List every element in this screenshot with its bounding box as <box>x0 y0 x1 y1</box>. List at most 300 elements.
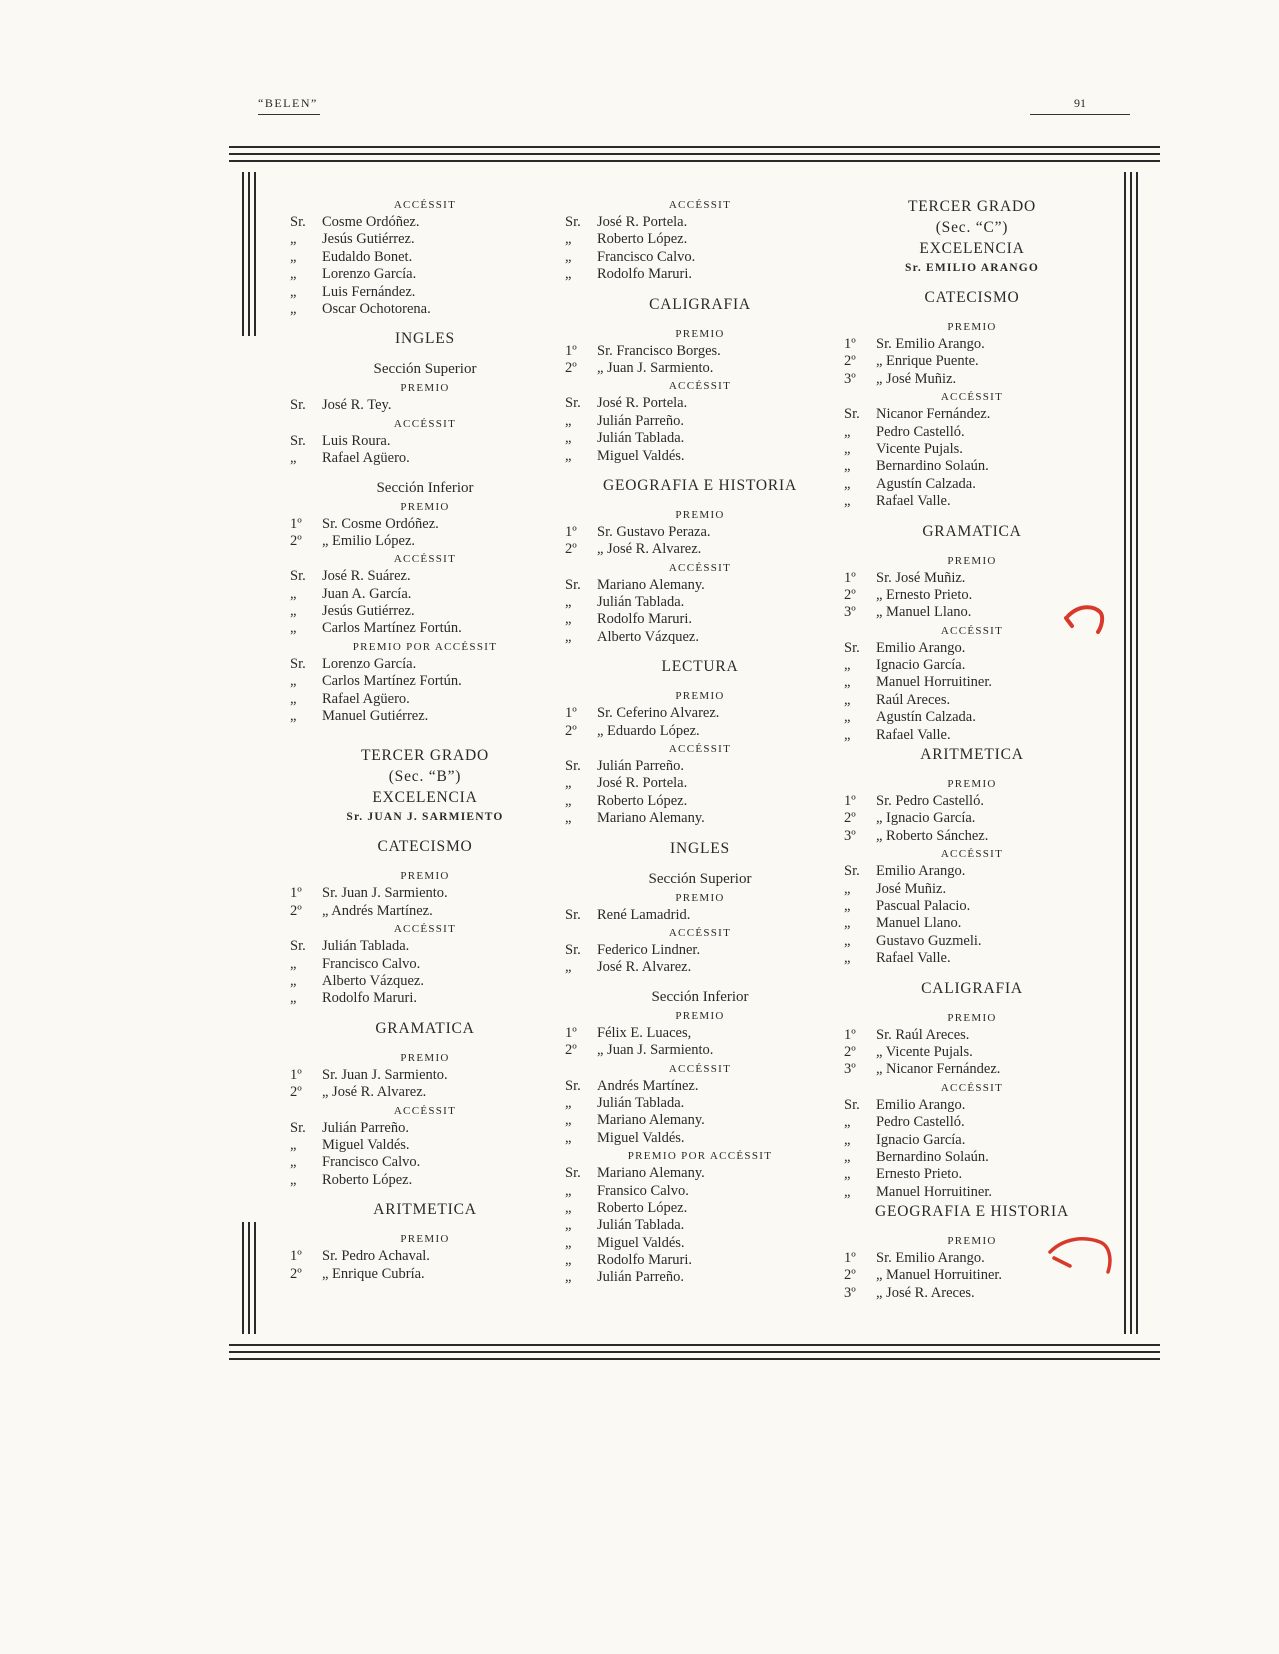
section-heading: GEOGRAFIA E HISTORIA <box>875 1203 1069 1221</box>
entry-prefix: „ <box>290 1171 297 1188</box>
entry-name: Emilio Arango. <box>876 1096 966 1113</box>
entry-name: Raúl Areces. <box>876 691 951 708</box>
award-entry <box>565 810 835 827</box>
entry-prefix: Sr. <box>290 1119 306 1136</box>
award-entry <box>565 413 835 430</box>
entry-prefix: Sr. <box>290 397 306 414</box>
award-entry <box>844 1285 1100 1302</box>
award-entry <box>565 594 835 611</box>
entry-name: Miguel Valdés. <box>597 447 685 464</box>
award-label: PREMIO <box>400 1233 450 1246</box>
award-entry <box>565 907 835 924</box>
entry-prefix: „ <box>565 1182 572 1199</box>
entry-prefix: „ <box>844 1114 851 1131</box>
award-entry <box>844 1044 1100 1061</box>
award-entry <box>565 360 835 377</box>
entry-name: Bernardino Solaún. <box>876 1148 989 1165</box>
entry-prefix: 1º <box>565 705 577 722</box>
award-label: PREMIO <box>400 1051 450 1064</box>
frame-left-rule <box>242 172 244 336</box>
entry-name: Francisco Calvo. <box>322 1154 421 1171</box>
award-entry <box>565 959 835 976</box>
entry-prefix: „ <box>565 231 572 248</box>
column-middle <box>565 196 835 1287</box>
entry-name: „ Nicanor Fernández. <box>876 1061 1001 1078</box>
entry-prefix: 2º <box>565 359 577 376</box>
award-entry <box>565 705 835 722</box>
entry-prefix: Sr. <box>290 655 306 672</box>
spacer <box>565 977 835 987</box>
entry-name: „ Emilio López. <box>322 532 416 549</box>
award-entry <box>290 656 560 673</box>
award-entry <box>844 441 1100 458</box>
entry-name: Francisco Calvo. <box>322 955 421 972</box>
entry-name: Sr. Francisco Borges. <box>597 342 721 359</box>
entry-name: Rafael Valle. <box>876 950 951 967</box>
entry-prefix: „ <box>844 657 851 674</box>
entry-prefix: „ <box>290 1154 297 1171</box>
entry-prefix: 2º <box>565 1042 577 1059</box>
page-number: 91 <box>1030 96 1130 115</box>
entry-name: Agustín Calzada. <box>876 475 976 492</box>
entry-prefix: 1º <box>844 1026 856 1043</box>
entry-prefix: „ <box>565 611 572 628</box>
award-label: ACCÉSSIT <box>668 926 732 939</box>
entry-prefix: 2º <box>290 1265 302 1282</box>
entry-prefix: „ <box>290 283 297 300</box>
award-label: PREMIO <box>947 1011 997 1024</box>
entry-name: Sr. Pedro Achaval. <box>322 1248 430 1265</box>
spacer <box>844 999 1100 1009</box>
award-entry <box>565 611 835 628</box>
spacer <box>290 725 560 745</box>
award-entry <box>844 950 1100 967</box>
entry-name: Rodolfo Maruri. <box>597 1252 693 1269</box>
spacer <box>290 318 560 328</box>
entry-name: Manuel Llano. <box>876 915 962 932</box>
entry-prefix: „ <box>565 1252 572 1269</box>
entry-prefix: Sr. <box>565 906 581 923</box>
section-heading: LECTURA <box>661 658 739 676</box>
entry-name: Sr. Emilio Arango. <box>876 336 985 352</box>
award-label: ACCÉSSIT <box>668 380 732 393</box>
award-entry <box>844 674 1100 691</box>
entry-prefix: Sr. <box>290 938 306 955</box>
award-entry <box>844 493 1100 510</box>
entry-name: Sr. Gustavo Peraza. <box>597 523 711 540</box>
entry-name: „ Vicente Pujals. <box>876 1043 973 1060</box>
award-label: PREMIO <box>947 321 997 333</box>
entry-prefix: „ <box>844 458 851 475</box>
entry-name: Francisco Calvo. <box>597 248 696 265</box>
spacer <box>565 646 835 656</box>
entry-prefix: 2º <box>565 541 577 558</box>
entry-name: Pascual Palacio. <box>876 897 971 914</box>
award-entry <box>290 450 560 467</box>
award-entry <box>844 692 1100 709</box>
entry-prefix: „ <box>565 594 572 611</box>
entry-prefix: „ <box>290 450 297 467</box>
entry-name: José R. Suárez. <box>322 568 411 585</box>
entry-name: Julián Parreño. <box>322 1119 409 1136</box>
award-entry <box>844 371 1100 388</box>
entry-name: Alberto Vázquez. <box>322 972 424 989</box>
entry-prefix: Sr. <box>844 639 860 656</box>
award-entry <box>844 1061 1100 1078</box>
entry-prefix: „ <box>565 266 572 283</box>
entry-name: „ Roberto Sánchez. <box>876 827 989 844</box>
entry-prefix: „ <box>844 1166 851 1183</box>
award-entry <box>565 1078 835 1095</box>
entry-name: Ignacio García. <box>876 1131 966 1148</box>
spacer <box>565 859 835 869</box>
award-entry <box>290 533 560 550</box>
award-entry <box>844 1027 1100 1044</box>
entry-name: Félix E. Luaces, <box>597 1024 692 1041</box>
entry-name: Rafael Valle. <box>876 493 951 510</box>
award-entry <box>844 881 1100 898</box>
entry-prefix: „ <box>844 493 851 510</box>
entry-name: Alberto Vázquez. <box>597 628 699 645</box>
award-label: ACCÉSSIT <box>668 199 732 211</box>
entry-name: Andrés Martínez. <box>597 1077 699 1094</box>
award-entry <box>565 430 835 447</box>
frame-left-rule <box>254 1222 256 1334</box>
entry-prefix: „ <box>290 1136 297 1153</box>
entry-name: Jesús Gutiérrez. <box>322 603 415 620</box>
award-entry <box>565 1095 835 1112</box>
entry-name: Nicanor Fernández. <box>876 406 991 423</box>
entry-prefix: „ <box>844 726 851 743</box>
award-entry <box>565 1252 835 1269</box>
award-label: PREMIO POR ACCÉSSIT <box>627 1150 773 1163</box>
entry-name: Mariano Alemany. <box>597 810 705 827</box>
entry-prefix: Sr. <box>565 758 581 775</box>
entry-prefix: Sr. <box>290 214 306 230</box>
entry-prefix: 1º <box>565 523 577 540</box>
award-entry <box>565 343 835 360</box>
entry-prefix: 1º <box>844 336 856 352</box>
entry-prefix: „ <box>844 1131 851 1148</box>
section-heading: GRAMATICA <box>922 522 1022 540</box>
entry-prefix: „ <box>290 708 297 725</box>
award-entry <box>290 938 560 955</box>
section-heading: CATECISMO <box>924 289 1020 306</box>
award-entry <box>290 990 560 1007</box>
red-pencil-mark <box>1060 600 1120 640</box>
spacer <box>844 308 1100 318</box>
entry-prefix: „ <box>844 709 851 726</box>
entry-prefix: 1º <box>565 342 577 359</box>
entry-prefix: „ <box>290 300 297 317</box>
entry-prefix: „ <box>290 673 297 690</box>
entry-prefix: 1º <box>844 793 856 810</box>
section-heading: GRAMATICA <box>375 1019 475 1037</box>
award-entry <box>565 231 835 248</box>
entry-name: José R. Tey. <box>322 397 392 414</box>
entry-name: Oscar Ochotorena. <box>322 300 431 317</box>
entry-name: Sr. Emilio Arango. <box>876 1250 985 1267</box>
award-entry <box>565 1269 835 1286</box>
entry-name: „ Manuel Horruitiner. <box>876 1267 1003 1284</box>
award-entry <box>290 956 560 973</box>
award-label: PREMIO <box>675 891 725 904</box>
entry-prefix: 3º <box>844 370 856 387</box>
entry-prefix: „ <box>565 248 572 265</box>
spacer <box>565 496 835 506</box>
frame-top-rule <box>229 160 1160 162</box>
entry-name: José R. Alvarez. <box>597 959 692 976</box>
award-label: ACCÉSSIT <box>393 1104 457 1117</box>
award-entry <box>290 301 560 318</box>
entry-prefix: „ <box>290 620 297 637</box>
award-entry <box>290 266 560 283</box>
entry-prefix: 2º <box>290 1084 302 1101</box>
entry-prefix: 2º <box>565 722 577 739</box>
award-entry <box>844 640 1100 657</box>
entry-prefix: „ <box>565 1112 572 1129</box>
award-entry <box>565 1217 835 1234</box>
frame-right-rule <box>1130 172 1132 1334</box>
award-entry <box>290 973 560 990</box>
award-label: ACCÉSSIT <box>393 417 457 430</box>
award-label: ACCÉSSIT <box>940 1081 1004 1094</box>
award-entry <box>290 620 560 637</box>
award-entry <box>290 673 560 690</box>
award-entry <box>290 691 560 708</box>
award-entry <box>290 1154 560 1171</box>
spacer <box>290 349 560 359</box>
entry-name: Sr. Cosme Ordóñez. <box>322 515 439 532</box>
award-entry <box>565 942 835 959</box>
award-entry <box>565 775 835 792</box>
entry-name: „ Juan J. Sarmiento. <box>597 1042 714 1059</box>
award-entry <box>844 915 1100 932</box>
award-entry <box>290 231 560 248</box>
entry-prefix: „ <box>844 897 851 914</box>
entry-name: Vicente Pujals. <box>876 440 963 457</box>
entry-prefix: „ <box>290 972 297 989</box>
award-entry <box>290 397 560 414</box>
entry-prefix: Sr. <box>290 568 306 585</box>
entry-name: Julián Tablada. <box>597 594 685 611</box>
award-label: ACCÉSSIT <box>393 923 457 936</box>
award-entry <box>565 1042 835 1059</box>
award-label: ACCÉSSIT <box>393 199 457 211</box>
entry-name: „ Juan J. Sarmiento. <box>597 359 714 376</box>
excellence-name: Sr. EMILIO ARANGO <box>904 262 1040 274</box>
section-heading: TERCER GRADO <box>360 747 489 765</box>
award-entry <box>290 708 560 725</box>
award-entry <box>290 1248 560 1265</box>
spacer <box>844 542 1100 552</box>
award-entry <box>844 476 1100 493</box>
entry-name: „ Manuel Llano. <box>876 604 972 621</box>
entry-prefix: „ <box>565 1217 572 1234</box>
award-entry <box>844 1132 1100 1149</box>
award-entry <box>290 516 560 533</box>
entry-prefix: 1º <box>844 1250 856 1267</box>
spacer <box>844 765 1100 775</box>
frame-left-rule <box>248 1222 250 1334</box>
entry-prefix: „ <box>290 266 297 283</box>
entry-prefix: „ <box>565 1199 572 1216</box>
award-entry <box>844 727 1100 744</box>
entry-prefix: „ <box>565 1269 572 1286</box>
frame-left-rule <box>248 172 250 336</box>
entry-prefix: „ <box>565 810 572 827</box>
award-entry <box>290 214 560 231</box>
award-label: ACCÉSSIT <box>393 553 457 566</box>
entry-name: Miguel Valdés. <box>597 1234 685 1251</box>
spacer <box>290 857 560 867</box>
column-right <box>844 196 1100 1302</box>
spacer <box>565 284 835 294</box>
entry-name: Ernesto Prieto. <box>876 1166 963 1183</box>
frame-bottom-rule <box>229 1358 1160 1360</box>
spacer <box>290 826 560 836</box>
award-label: ACCÉSSIT <box>940 624 1004 637</box>
section-heading: (Sec. “B”) <box>388 768 462 786</box>
award-entry <box>290 284 560 301</box>
entry-name: Emilio Arango. <box>876 639 966 656</box>
award-label: ACCÉSSIT <box>940 848 1004 861</box>
entry-name: Juan A. García. <box>322 585 412 602</box>
entry-name: Sr. José Muñiz. <box>876 569 966 586</box>
award-entry <box>844 424 1100 441</box>
entry-name: Roberto López. <box>597 231 688 248</box>
award-entry <box>844 828 1100 845</box>
entry-prefix: Sr. <box>565 1165 581 1182</box>
entry-name: Manuel Horruitiner. <box>876 674 992 691</box>
award-entry <box>565 1183 835 1200</box>
award-entry <box>290 586 560 603</box>
award-entry <box>290 1266 560 1283</box>
frame-left-rule <box>254 172 256 336</box>
entry-name: „ José Muñiz. <box>876 370 957 387</box>
award-label: PREMIO <box>947 1235 997 1248</box>
entry-prefix: „ <box>565 959 572 976</box>
entry-prefix: Sr. <box>844 863 860 880</box>
entry-prefix: „ <box>844 1183 851 1200</box>
entry-name: Manuel Horruitiner. <box>876 1183 992 1200</box>
award-entry <box>290 1137 560 1154</box>
entry-name: Ignacio García. <box>876 657 966 674</box>
award-entry <box>844 1097 1100 1114</box>
award-label: ACCÉSSIT <box>668 561 732 574</box>
award-label: PREMIO <box>947 778 997 791</box>
award-entry <box>565 758 835 775</box>
entry-name: Miguel Valdés. <box>322 1136 410 1153</box>
section-heading: ARITMETICA <box>373 1201 477 1219</box>
spacer <box>565 828 835 838</box>
entry-name: „ Ernesto Prieto. <box>876 586 973 603</box>
entry-name: Rafael Valle. <box>876 726 951 743</box>
entry-prefix: 1º <box>290 1066 302 1083</box>
entry-name: José R. Portela. <box>597 214 688 230</box>
entry-name: Lorenzo García. <box>322 655 417 672</box>
entry-name: Pedro Castelló. <box>876 1114 965 1131</box>
spacer <box>290 1039 560 1049</box>
entry-prefix: 2º <box>844 353 856 370</box>
award-label: PREMIO <box>400 500 450 513</box>
frame-top-rule <box>229 153 1160 155</box>
entry-prefix: „ <box>565 1129 572 1146</box>
entry-prefix: Sr. <box>565 941 581 958</box>
entry-name: „ José R. Alvarez. <box>322 1084 427 1101</box>
red-pencil-mark <box>1040 1230 1120 1280</box>
award-entry <box>844 1184 1100 1201</box>
award-entry <box>844 793 1100 810</box>
entry-prefix: „ <box>565 1094 572 1111</box>
entry-prefix: 2º <box>844 1267 856 1284</box>
entry-prefix: „ <box>844 475 851 492</box>
award-entry <box>290 433 560 450</box>
entry-name: Julián Tablada. <box>322 938 410 955</box>
entry-name: Manuel Gutiérrez. <box>322 708 429 725</box>
entry-name: Rodolfo Maruri. <box>597 266 693 283</box>
entry-name: René Lamadrid. <box>597 906 691 923</box>
frame-bottom-rule <box>229 1351 1160 1353</box>
award-entry <box>844 1166 1100 1183</box>
entry-name: José R. Portela. <box>597 395 688 412</box>
award-label: PREMIO <box>675 508 725 521</box>
entry-prefix: 1º <box>290 515 302 532</box>
award-entry <box>290 885 560 902</box>
entry-prefix: „ <box>565 628 572 645</box>
entry-prefix: Sr. <box>290 432 306 449</box>
spacer <box>290 1220 560 1230</box>
award-entry <box>290 249 560 266</box>
entry-name: Carlos Martínez Fortún. <box>322 620 462 637</box>
spacer <box>844 277 1100 287</box>
award-entry <box>290 903 560 920</box>
award-entry <box>844 570 1100 587</box>
spacer <box>290 468 560 478</box>
entry-prefix: Sr. <box>844 1096 860 1113</box>
award-label: ACCÉSSIT <box>668 1062 732 1075</box>
subsection-heading: Sección Inferior <box>376 479 474 496</box>
entry-prefix: 2º <box>844 1043 856 1060</box>
award-label: ACCÉSSIT <box>668 743 732 756</box>
frame-top-rule <box>229 146 1160 148</box>
spacer <box>565 677 835 687</box>
spacer <box>844 511 1100 521</box>
entry-name: Eudaldo Bonet. <box>322 248 413 265</box>
entry-prefix: 1º <box>290 1248 302 1265</box>
award-entry <box>565 395 835 412</box>
frame-right-rule <box>1136 172 1138 1334</box>
entry-name: Julián Tablada. <box>597 430 685 447</box>
award-entry <box>565 793 835 810</box>
entry-name: Rafael Agüero. <box>322 450 410 467</box>
entry-name: Sr. Juan J. Sarmiento. <box>322 885 448 902</box>
entry-prefix: 2º <box>844 586 856 603</box>
award-entry <box>844 898 1100 915</box>
entry-prefix: „ <box>290 690 297 707</box>
spacer <box>290 1008 560 1018</box>
section-heading: INGLES <box>670 839 730 857</box>
entry-name: Roberto López. <box>322 1171 413 1188</box>
entry-name: „ José R. Alvarez. <box>597 541 702 558</box>
entry-prefix: „ <box>844 440 851 457</box>
section-heading: CALIGRAFIA <box>921 979 1023 997</box>
section-heading: ARITMETICA <box>920 746 1024 764</box>
entry-name: Cosme Ordóñez. <box>322 214 420 230</box>
award-entry <box>844 336 1100 353</box>
entry-name: Julián Parreño. <box>597 1269 684 1286</box>
entry-prefix: „ <box>844 932 851 949</box>
